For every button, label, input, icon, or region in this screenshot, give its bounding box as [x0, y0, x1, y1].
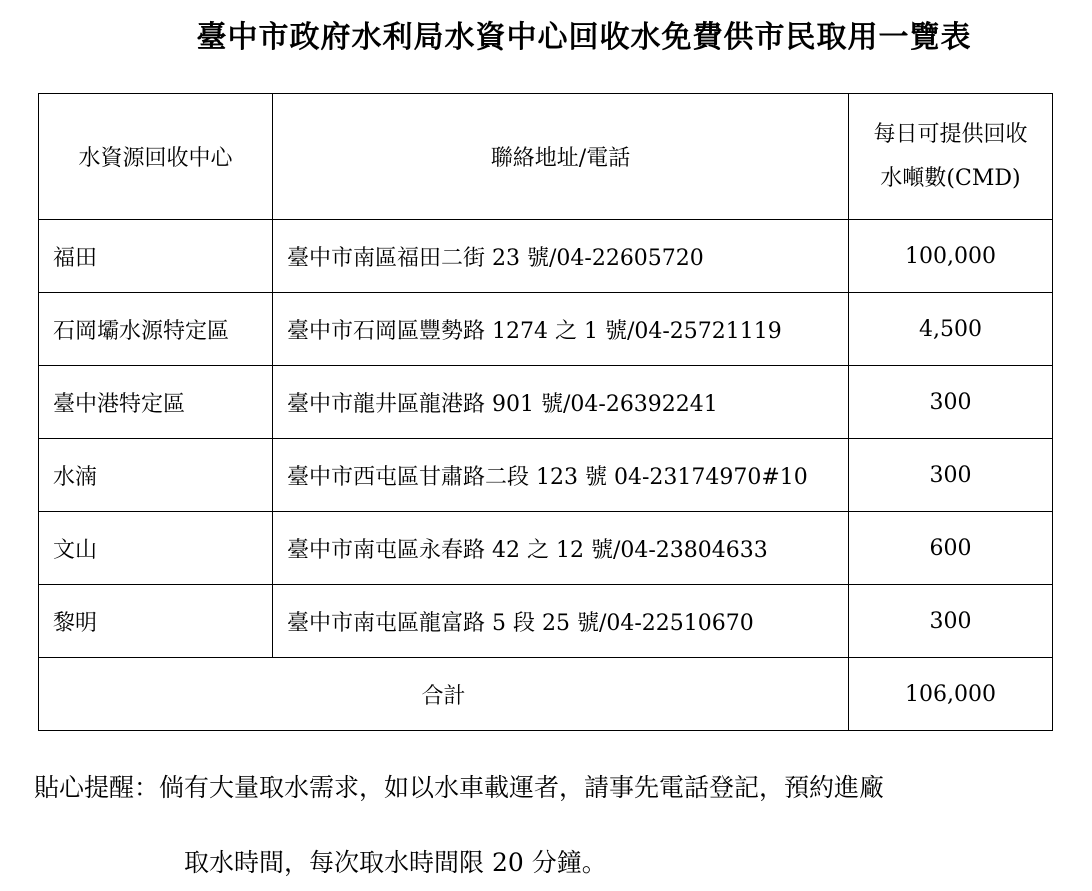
table-row [39, 585, 1053, 658]
total-amount: 106,000 [849, 658, 1053, 731]
table-row [39, 439, 1053, 512]
table-total-row [39, 658, 1053, 731]
header-capacity-line1: 每日可提供回收 [873, 121, 1028, 147]
page-title: 臺中市政府水利局水資中心回收水免費供市民取用一覽表 [196, 20, 972, 55]
center-name: 水湳 [39, 439, 273, 512]
center-amount: 300 [849, 439, 1053, 512]
center-amount: 300 [849, 585, 1053, 658]
reminder-text-line2: 取水時間，每次取水時間限 20 分鐘。 [184, 848, 607, 877]
center-name: 石岡壩水源特定區 [39, 293, 273, 366]
header-center: 水資源回收中心 [39, 94, 273, 220]
center-contact: 臺中市石岡區豐勢路 1274 之 1 號/04-25721119 [273, 293, 849, 366]
center-contact: 臺中市南屯區永春路 42 之 12 號/04-23804633 [273, 512, 849, 585]
center-amount: 600 [849, 512, 1053, 585]
header-contact: 聯絡地址/電話 [273, 94, 849, 220]
center-amount: 4,500 [849, 293, 1053, 366]
header-capacity [849, 94, 1053, 220]
reminder-text-line1: 貼心提醒：倘有大量取水需求，如以水車載運者，請事先電話登記，預約進廠 [34, 773, 885, 802]
table-row [39, 293, 1053, 366]
reclaimed-water-table [38, 93, 1053, 731]
center-name: 文山 [39, 512, 273, 585]
table-header-row [39, 94, 1053, 220]
table-row [39, 366, 1053, 439]
header-capacity-line2: 水噸數(CMD) [880, 165, 1021, 191]
center-contact: 臺中市南區福田二街 23 號/04-22605720 [273, 220, 849, 293]
center-contact: 臺中市龍井區龍港路 901 號/04-26392241 [273, 366, 849, 439]
table-row [39, 220, 1053, 293]
center-name: 福田 [39, 220, 273, 293]
total-label: 合計 [39, 658, 849, 731]
center-amount: 300 [849, 366, 1053, 439]
center-contact: 臺中市南屯區龍富路 5 段 25 號/04-22510670 [273, 585, 849, 658]
center-name: 黎明 [39, 585, 273, 658]
center-name: 臺中港特定區 [39, 366, 273, 439]
table-row [39, 512, 1053, 585]
center-contact: 臺中市西屯區甘肅路二段 123 號 04-23174970#10 [273, 439, 849, 512]
center-amount: 100,000 [849, 220, 1053, 293]
